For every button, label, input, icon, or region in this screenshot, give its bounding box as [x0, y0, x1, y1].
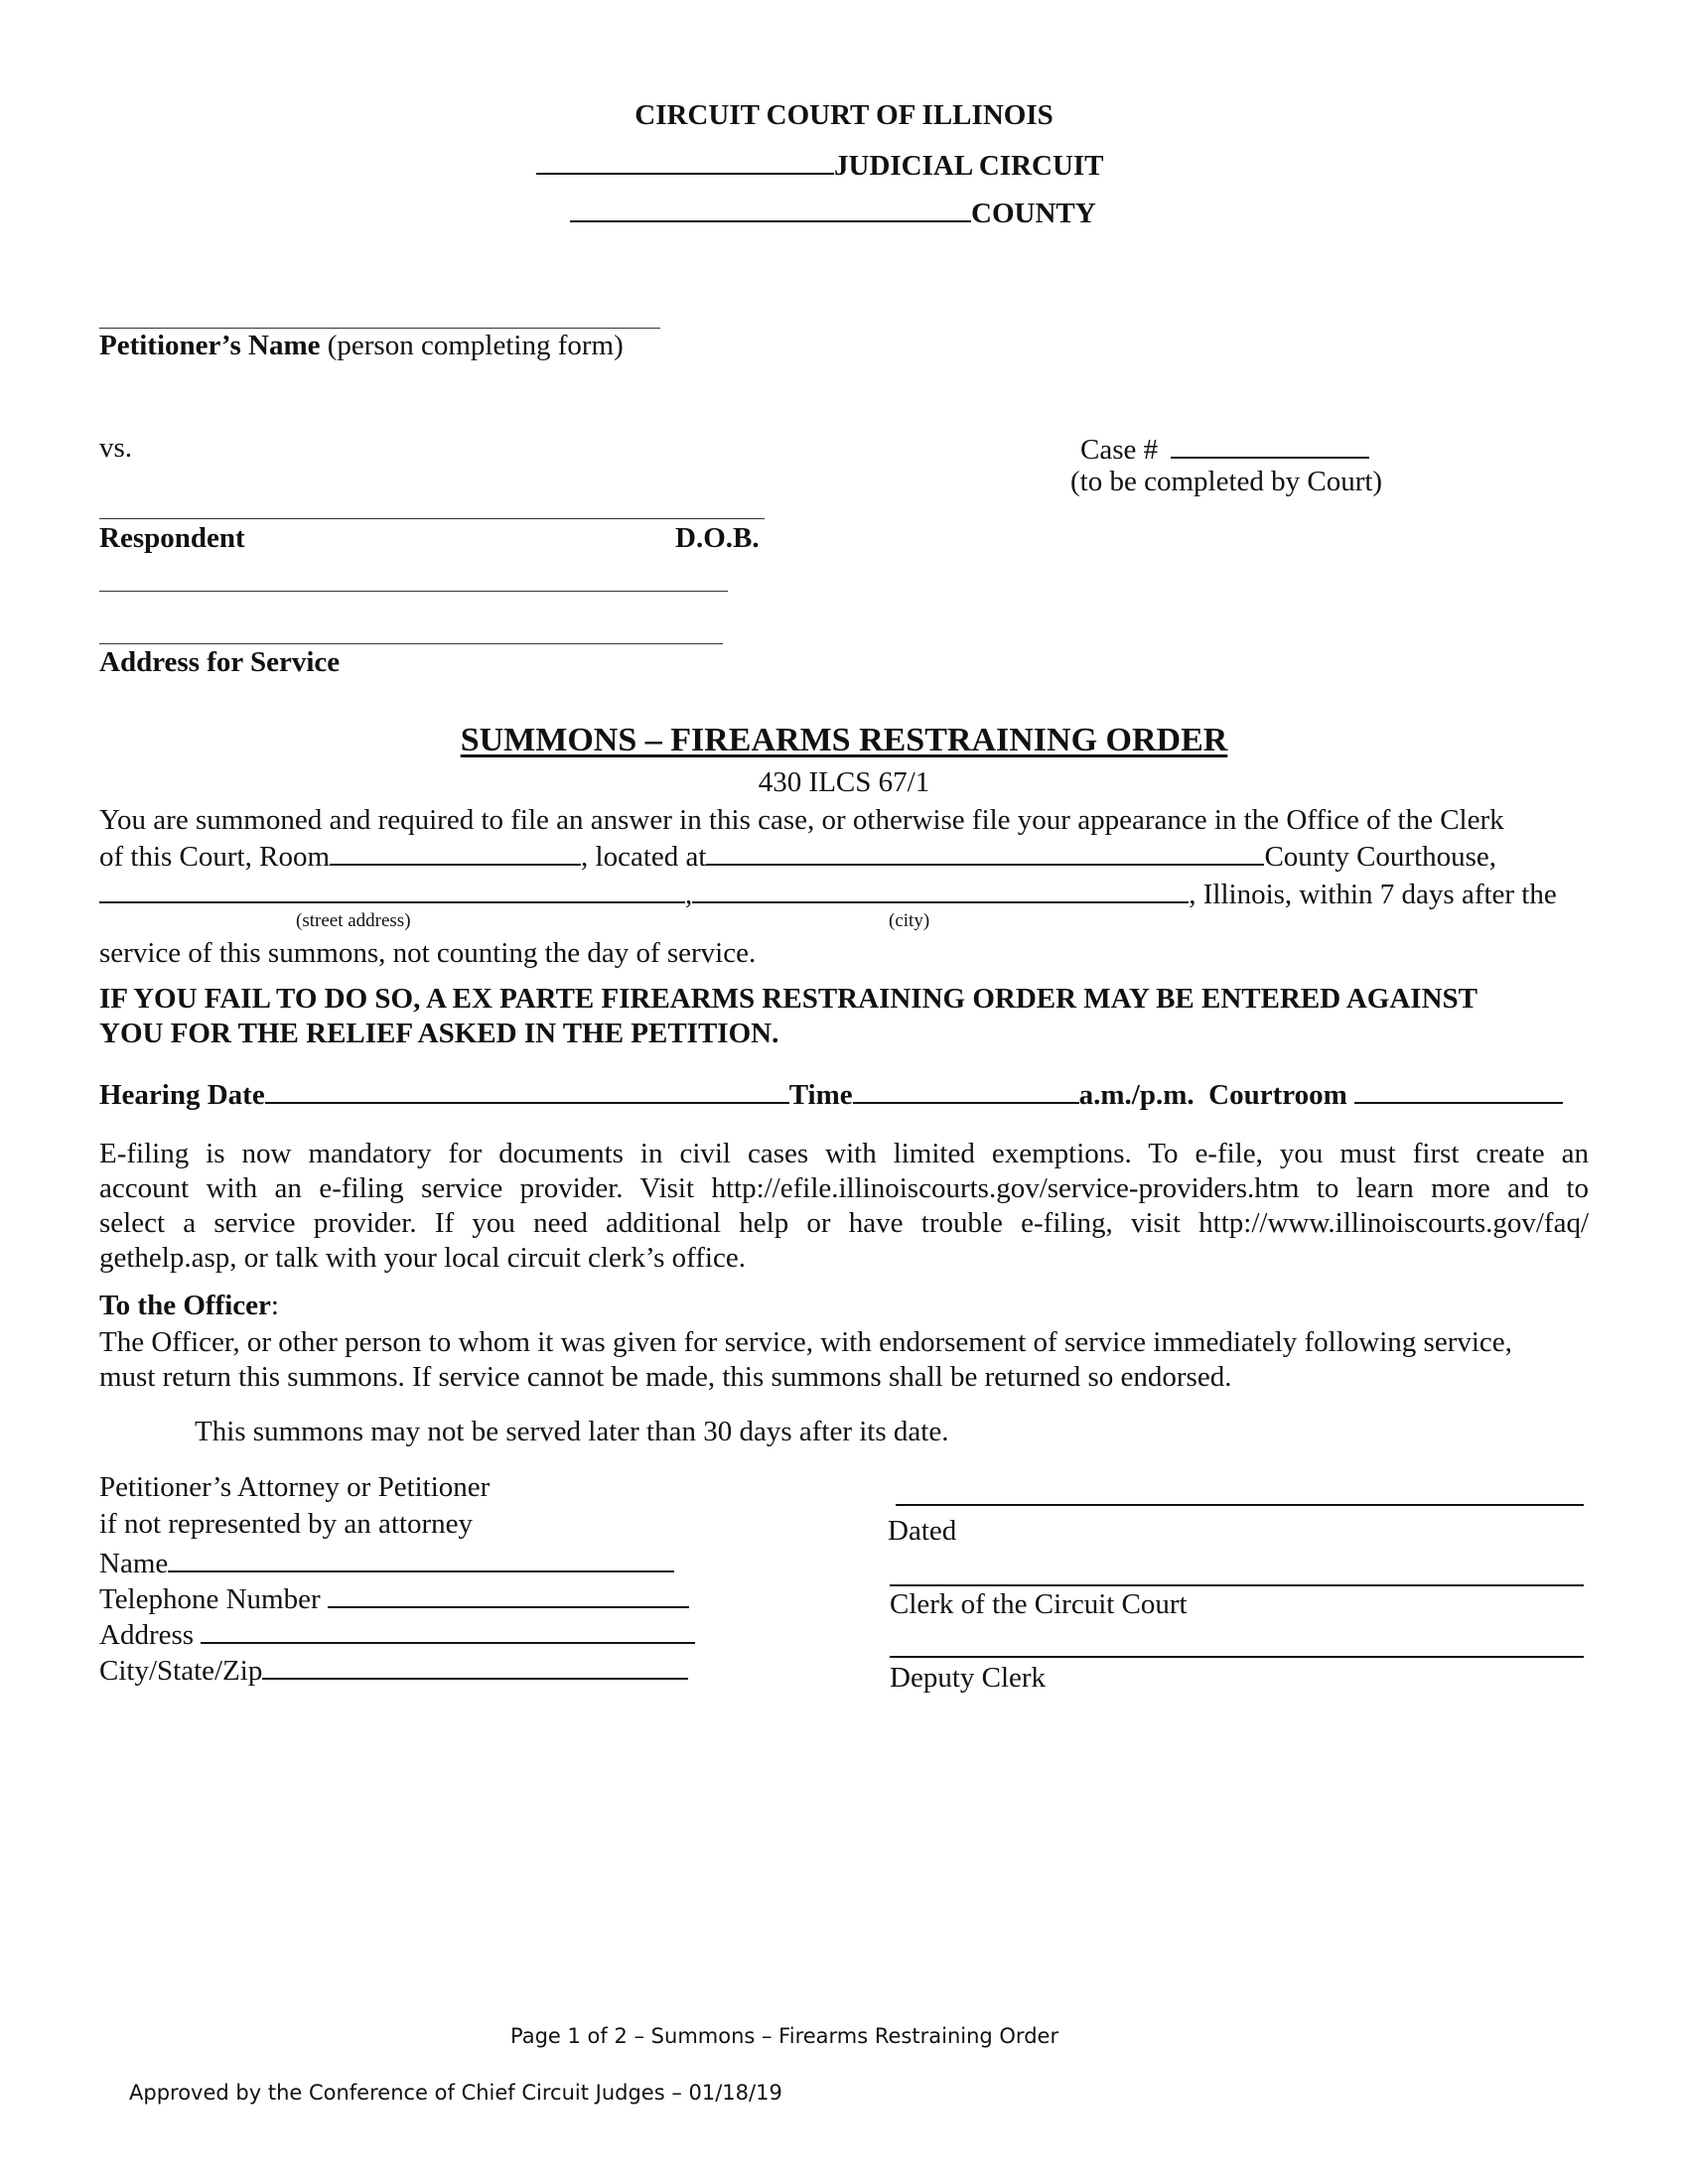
officer-heading-colon: : [270, 1290, 279, 1321]
vs-label: vs. [99, 432, 133, 464]
petitioner-label [99, 330, 624, 362]
case-number-blank[interactable] [1171, 431, 1369, 459]
case-label: Case # [1080, 434, 1159, 466]
summons-line-1: You are summoned and required to file an answer in this case, or otherwise file your appearance in the Office of the Clerk [99, 804, 1504, 836]
thirty-days-notice: This summons may not be served later than 30 days after its date. [195, 1416, 949, 1447]
dated-label: Dated [888, 1515, 957, 1547]
courthouse-label: County Courthouse, [1264, 841, 1497, 873]
officer-heading-text: To the Officer [99, 1290, 271, 1321]
court-title: CIRCUIT COURT OF ILLINOIS [634, 99, 1054, 131]
respondent-label: Respondent [99, 522, 245, 554]
room-blank[interactable] [330, 840, 581, 866]
deputy-label: Deputy Clerk [890, 1662, 1047, 1694]
clerk-label: Clerk of the Circuit Court [890, 1588, 1188, 1620]
attorney-phone-row [99, 1582, 689, 1616]
page-footer: Page 1 of 2 – Summons – Firearms Restraining Order [510, 2024, 1059, 2048]
efile-line-4: gethelp.asp, or talk with your local circuit clerk’s office. [99, 1242, 746, 1274]
clerk-line[interactable] [890, 1584, 1584, 1586]
hearing-date-label: Hearing Date [99, 1079, 265, 1111]
address-line-2[interactable] [99, 643, 723, 644]
county-line [570, 193, 1096, 230]
case-note: (to be completed by Court) [1070, 466, 1383, 497]
attorney-csz-row [99, 1654, 688, 1688]
room-label: of this Court, Room [99, 841, 331, 873]
officer-heading [99, 1290, 279, 1322]
attorney-name-blank[interactable] [168, 1547, 674, 1572]
county-blank[interactable] [570, 193, 971, 222]
deputy-line[interactable] [890, 1656, 1584, 1658]
case-number [1080, 431, 1369, 467]
courtroom-blank[interactable] [1354, 1076, 1563, 1104]
hearing-line [99, 1076, 1563, 1112]
statute-citation: 430 ILCS 67/1 [758, 766, 930, 798]
petitioner-label-bold: Petitioner’s Name [99, 330, 321, 361]
efile-line-3: select a service provider. If you need additional help or have trouble e-filing, visit http://www.illinoiscourts.gov/faq/ [99, 1207, 1589, 1239]
ampm-label: a.m./p.m. [1078, 1079, 1195, 1111]
officer-line-1: The Officer, or other person to whom it was given for service, with endorsement of service immediately following service, [99, 1326, 1512, 1358]
street-address-caption: (street address) [296, 910, 411, 931]
attorney-name-label: Name [99, 1548, 169, 1579]
attorney-csz-label: City/State/Zip [99, 1655, 263, 1687]
circuit-blank[interactable] [536, 145, 834, 175]
attorney-address-blank[interactable] [201, 1618, 695, 1644]
circuit-label: JUDICIAL CIRCUIT [834, 150, 1104, 182]
summons-line-2 [99, 840, 1496, 874]
petitioner-note: (person completing form) [327, 330, 624, 361]
efile-line-1: E-filing is now mandatory for documents in civil cases with limited exemptions. To e-file, you must first create an [99, 1138, 1589, 1169]
approval-footer: Approved by the Conference of Chief Circuit Judges – 01/18/19 [129, 2081, 782, 2105]
attorney-address-row [99, 1618, 695, 1652]
officer-line-2: must return this summons. If service cannot be made, this summons shall be returned so endorsed. [99, 1361, 1232, 1393]
courtroom-label: Courtroom [1208, 1079, 1347, 1111]
time-label: Time [788, 1079, 853, 1111]
city-blank[interactable] [692, 878, 1189, 903]
form-title: SUMMONS – FIREARMS RESTRAINING ORDER [460, 722, 1228, 758]
warning-line-2: YOU FOR THE RELIEF ASKED IN THE PETITION. [99, 1018, 779, 1049]
attorney-address-label: Address [99, 1619, 195, 1651]
petitioner-name-line[interactable] [99, 328, 660, 329]
located-at-label: , located at [581, 841, 707, 873]
street-address-blank[interactable] [99, 878, 685, 903]
address-line-1[interactable] [99, 591, 728, 592]
comma: , [685, 879, 693, 910]
summons-line-4: service of this summons, not counting the day of service. [99, 937, 757, 969]
attorney-csz-blank[interactable] [262, 1654, 688, 1680]
summons-line-3 [99, 878, 1557, 911]
dated-line[interactable] [896, 1504, 1584, 1506]
attorney-phone-blank[interactable] [328, 1582, 689, 1608]
address-for-service-label: Address for Service [99, 646, 341, 678]
time-blank[interactable] [853, 1076, 1079, 1104]
courthouse-location-blank[interactable] [706, 840, 1264, 866]
attorney-name-row [99, 1547, 674, 1580]
illinois-within-label: , Illinois, within 7 days after the [1189, 879, 1557, 910]
circuit-line [536, 145, 1104, 183]
hearing-date-blank[interactable] [265, 1076, 789, 1104]
attorney-heading-2: if not represented by an attorney [99, 1508, 474, 1540]
county-label: COUNTY [971, 198, 1096, 229]
city-caption: (city) [889, 910, 930, 931]
attorney-phone-label: Telephone Number [99, 1583, 321, 1615]
respondent-line[interactable] [99, 518, 765, 519]
attorney-heading-1: Petitioner’s Attorney or Petitioner [99, 1471, 491, 1503]
dob-label: D.O.B. [675, 522, 760, 554]
warning-line-1: IF YOU FAIL TO DO SO, A EX PARTE FIREARMS RESTRAINING ORDER MAY BE ENTERED AGAINST [99, 983, 1478, 1015]
efile-line-2: account with an e-filing service provider. Visit http://efile.illinoiscourts.gov/service-providers.htm to learn more and to [99, 1172, 1589, 1204]
